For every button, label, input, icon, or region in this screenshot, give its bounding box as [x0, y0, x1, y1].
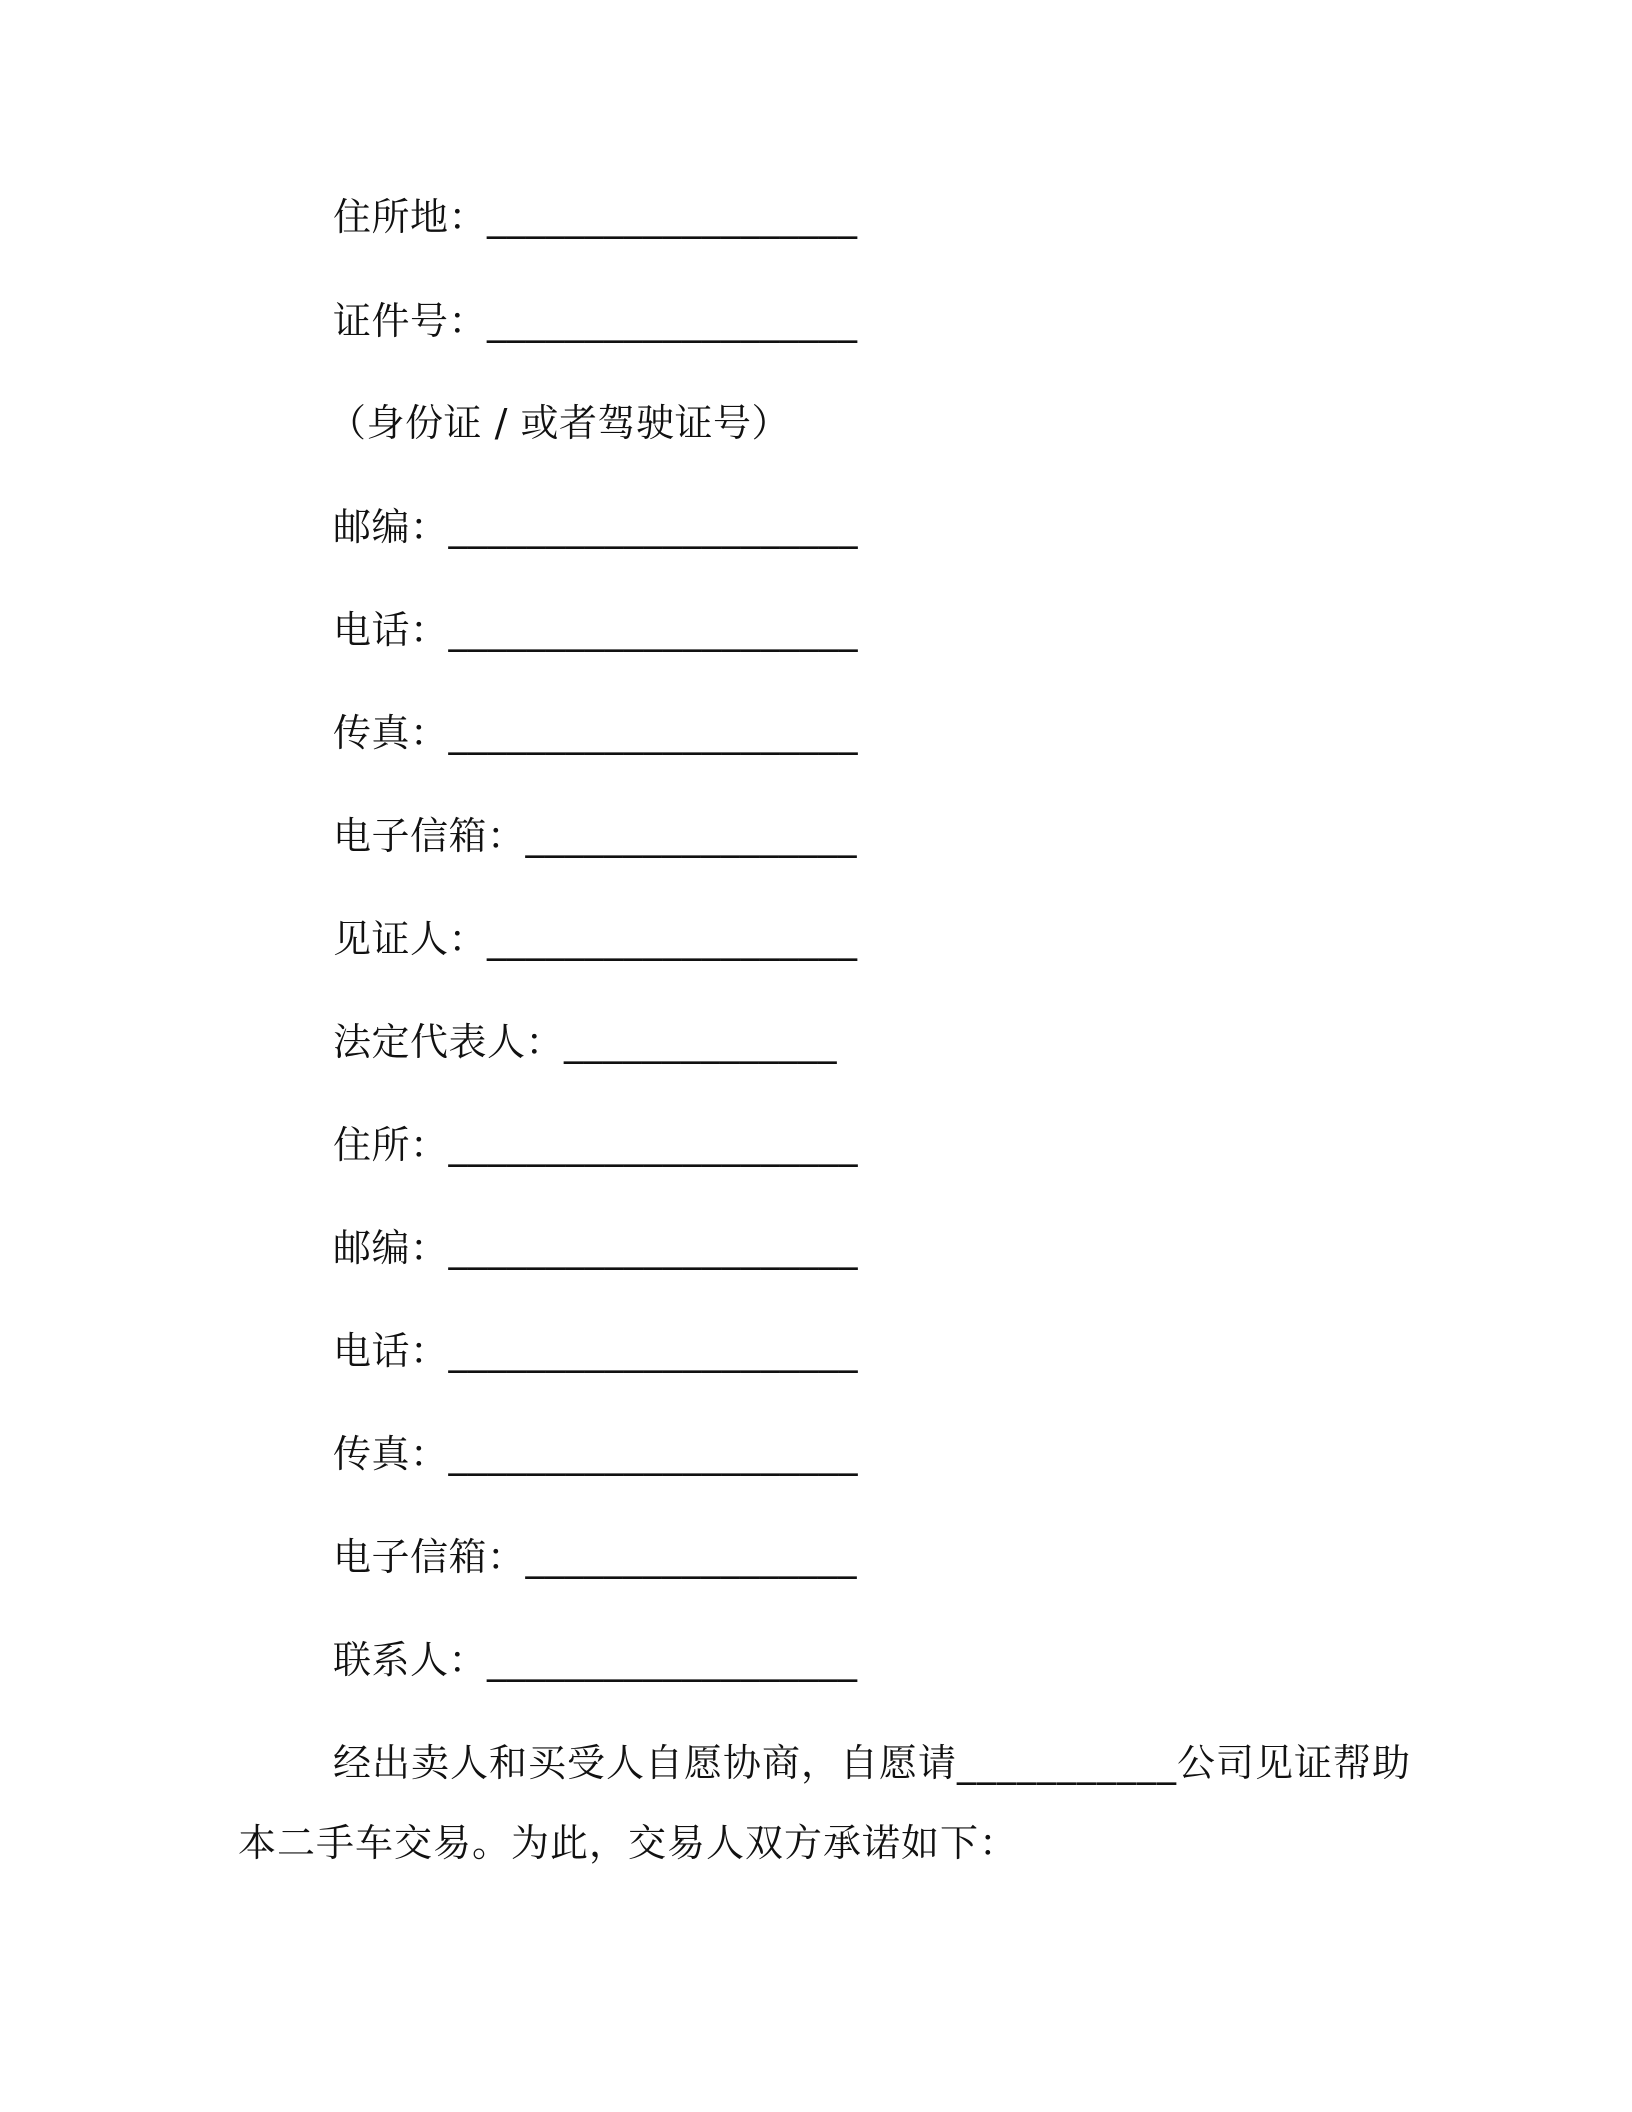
field-id-number: 证件号：___________________: [333, 299, 858, 343]
field-residence: 住所地：___________________: [333, 195, 858, 239]
field-phone: 电话：_____________________: [333, 608, 859, 652]
field-address: 住所：_____________________: [333, 1123, 859, 1167]
field-legal-representative: 法定代表人：______________: [333, 1020, 838, 1064]
field-email-2: 电子信箱：_________________: [333, 1535, 858, 1579]
agreement-paragraph-line1: 经出卖人和买受人自愿协商，自愿请___________公司见证帮助: [333, 1741, 1412, 1785]
id-note: （身份证 / 或者驾驶证号）: [328, 401, 790, 445]
agreement-paragraph-line2: 本二手车交易。为此，交易人双方承诺如下：: [238, 1821, 1019, 1865]
field-fax-2: 传真：_____________________: [333, 1432, 859, 1476]
field-phone-2: 电话：_____________________: [333, 1329, 859, 1373]
field-witness: 见证人：___________________: [333, 917, 858, 961]
field-postcode-2: 邮编：_____________________: [333, 1226, 859, 1270]
field-email: 电子信箱：_________________: [333, 814, 858, 858]
field-contact: 联系人：___________________: [333, 1638, 858, 1682]
field-postcode: 邮编：_____________________: [333, 505, 859, 549]
field-fax: 传真：_____________________: [333, 711, 859, 755]
